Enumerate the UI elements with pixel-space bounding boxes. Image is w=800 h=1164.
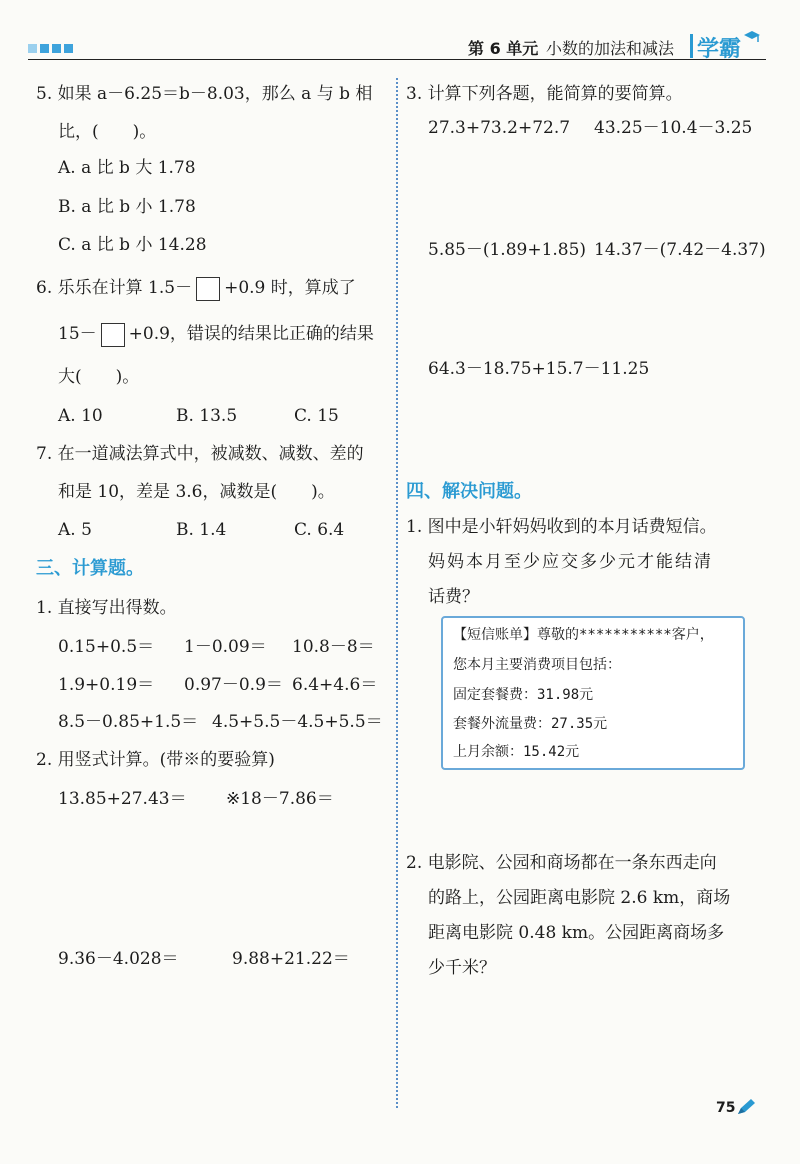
sms-line-5: 上月余额：15.42元 xyxy=(453,744,580,760)
q5-option-c: C. a 比 b 小 14.28 xyxy=(58,235,207,255)
calc2-item-2: ※18－7.86＝ xyxy=(226,789,334,809)
calc1-title: 1. 直接写出得数。 xyxy=(36,598,177,618)
q6-option-a: A. 10 xyxy=(58,406,103,426)
p2-line3: 距离电影院 0.48 km。公园距离商场多 xyxy=(428,923,725,943)
p2-line4: 少千米？ xyxy=(428,958,496,978)
q5-option-a: A. a 比 b 大 1.78 xyxy=(58,158,196,178)
calc2-item-1: 13.85+27.43＝ xyxy=(58,789,187,809)
q7-option-c: C. 6.4 xyxy=(294,520,345,540)
sms-line-4: 套餐外流量费：27.35元 xyxy=(453,716,608,732)
topic-label: 小数的加法和减法 xyxy=(546,39,675,58)
q5-line1: 5. 如果 a－6.25＝b－8.03，那么 a 与 b 相 xyxy=(36,84,373,104)
column-divider xyxy=(396,78,398,1108)
calc2-item-4: 9.88+21.22＝ xyxy=(232,949,350,969)
q6-line1-pre: 6. 乐乐在计算 1.5－ xyxy=(36,278,193,298)
unit-label: 第 6 单元 xyxy=(468,39,539,58)
page-number: 75 xyxy=(716,1100,736,1116)
p2-line1: 2. 电影院、公园和商场都在一条东西走向 xyxy=(406,853,717,873)
calc1-r2-c2: 0.97－0.9＝ xyxy=(184,675,283,695)
calc1-r1-c2: 1－0.09＝ xyxy=(184,637,267,657)
header-decoration xyxy=(28,44,73,53)
calc1-r1-c3: 10.8－8＝ xyxy=(292,637,375,657)
p1-line1: 1. 图中是小轩妈妈收到的本月话费短信。 xyxy=(406,517,717,537)
q6-line2 xyxy=(58,322,374,347)
sms-line-3: 固定套餐费：31.98元 xyxy=(453,687,594,703)
q6-line2-post: +0.9，错误的结果比正确的结果 xyxy=(128,324,374,344)
calc1-r2-c1: 1.9+0.19＝ xyxy=(58,675,155,695)
q6-line1 xyxy=(36,276,356,301)
answer-box[interactable] xyxy=(196,277,220,301)
calc3-item-4: 14.37－(7.42－4.37) xyxy=(594,240,766,260)
p2-line2: 的路上，公园距离电影院 2.6 km，商场 xyxy=(428,888,731,908)
calc1-r1-c1: 0.15+0.5＝ xyxy=(58,637,155,657)
calc3-item-3: 5.85－(1.89+1.85) xyxy=(428,240,587,260)
q6-line3: 大( )。 xyxy=(58,367,140,387)
sms-line-2: 您本月主要消费项目包括： xyxy=(453,657,621,673)
q5-line2: 比，( )。 xyxy=(58,122,157,142)
calc1-r3-c1: 8.5－0.85+1.5＝ xyxy=(58,712,199,732)
q6-line1-post: +0.9 时，算成了 xyxy=(224,278,356,298)
section-3-title: 三、计算题。 xyxy=(36,558,144,579)
p1-line3: 话费？ xyxy=(428,587,479,607)
q6-line2-pre: 15－ xyxy=(58,324,97,344)
calc2-title: 2. 用竖式计算。(带※的要验算) xyxy=(36,750,275,770)
calc2-item-3: 9.36－4.028＝ xyxy=(58,949,179,969)
sms-line-1: 【短信账单】尊敬的***********客户， xyxy=(453,627,714,643)
q5-option-b: B. a 比 b 小 1.78 xyxy=(58,197,196,217)
pencil-icon xyxy=(736,1098,758,1116)
brand-logo: 学霸 xyxy=(697,37,742,62)
brand-bar xyxy=(690,34,693,58)
calc3-item-5: 64.3－18.75+15.7－11.25 xyxy=(428,359,650,379)
q7-option-a: A. 5 xyxy=(58,520,92,540)
section-4-title: 四、解决问题。 xyxy=(406,481,532,502)
p1-line2: 妈妈本月至少应交多少元才能结清 xyxy=(428,552,713,572)
q6-option-b: B. 13.5 xyxy=(176,406,238,426)
q7-line2: 和是 10，差是 3.6，减数是( )。 xyxy=(58,482,335,502)
q6-option-c: C. 15 xyxy=(294,406,339,426)
calc1-r3-c2: 4.5+5.5－4.5+5.5＝ xyxy=(212,712,383,732)
q7-line1: 7. 在一道减法算式中，被减数、减数、差的 xyxy=(36,444,364,464)
answer-box[interactable] xyxy=(101,323,125,347)
q7-option-b: B. 1.4 xyxy=(176,520,227,540)
calc3-item-1: 27.3+73.2+72.7 xyxy=(428,118,571,138)
graduation-cap-icon xyxy=(744,30,760,44)
calc1-r2-c3: 6.4+4.6＝ xyxy=(292,675,378,695)
calc3-title: 3. 计算下列各题，能简算的要简算。 xyxy=(406,84,683,104)
header-rule xyxy=(28,59,766,60)
calc3-item-2: 43.25－10.4－3.25 xyxy=(594,118,753,138)
